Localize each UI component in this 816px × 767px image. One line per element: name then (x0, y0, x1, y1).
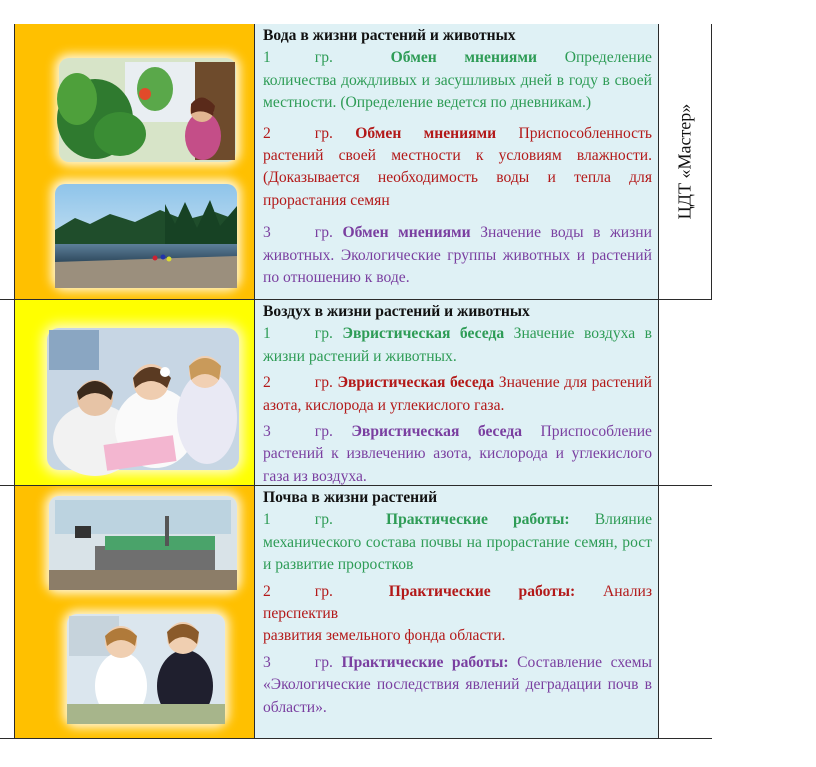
row2-item2 (263, 372, 652, 417)
lesson-table (0, 24, 712, 739)
group-label: гр. (314, 124, 333, 142)
row1-photos (15, 24, 254, 299)
row2-photos (15, 300, 254, 485)
row2-text-cell (255, 300, 658, 485)
item-text: Значение воды в жизни животных. Экологические группы животных и растений по отношению к воде. (263, 224, 652, 287)
item-text: Значение для растений азота, кислорода и углекислого газа. (263, 374, 652, 414)
students-in-class-photo (63, 610, 229, 728)
row2-item1 (263, 323, 652, 368)
row1-item3 (263, 222, 652, 289)
column-divider (14, 24, 15, 739)
row1-image-cell (15, 24, 254, 299)
row1-text-cell (255, 24, 658, 299)
row-divider (0, 299, 712, 300)
group-number: 3 (263, 653, 271, 671)
item-text: Составление схемы «Экологические последствия явлений деградации почв в области». (263, 653, 652, 716)
method-label: Обмен мнениями (342, 224, 471, 242)
row3-item3 (263, 652, 652, 719)
item-text: Влияние механического состава почвы на прорастание семян, рост и развитие проростков (263, 511, 653, 574)
method-label: Эвристическая беседа (337, 374, 495, 392)
method-label: Эвристическая беседа (351, 423, 523, 441)
method-label: Обмен мнениями (390, 49, 537, 67)
method-label: Практические работы: (341, 653, 509, 671)
row1-title: Вода в жизни растений и животных (263, 27, 516, 44)
group-number: 2 (263, 124, 271, 142)
row3-item1 (263, 509, 652, 576)
row3-image-cell (15, 486, 254, 739)
children-studying-photo (43, 324, 243, 476)
group-label: гр. (314, 325, 333, 343)
group-label: гр. (314, 224, 333, 242)
row3-photos (15, 486, 254, 739)
side-label-cell (659, 24, 711, 299)
method-label: Практические работы: (385, 511, 570, 529)
group-label: гр. (314, 374, 333, 392)
method-label: Эвристическая беседа (342, 325, 505, 343)
row2-image-cell (15, 300, 254, 485)
group-number: 1 (263, 511, 271, 529)
row3-text-cell (255, 486, 658, 739)
group-number: 2 (263, 374, 271, 392)
group-label: гр. (314, 423, 333, 441)
row-divider (0, 485, 712, 486)
row3-item2 (263, 581, 652, 626)
method-label: Практические работы: (388, 582, 576, 600)
method-label: Обмен мнениями (355, 124, 497, 142)
group-number: 2 (263, 582, 271, 600)
group-label: гр. (314, 582, 333, 600)
item-text: Определение количества дождливых и засушливых дней в году в своей местности. (Определение ведется по дневникам.) (263, 49, 652, 112)
classroom-lab-photo (45, 492, 241, 594)
side-label: ЦДТ «Мастер» (674, 103, 695, 220)
teacher-with-houseplants-photo (55, 54, 240, 166)
table-bottom-border (0, 738, 712, 739)
group-number: 3 (263, 423, 271, 441)
column-divider (711, 24, 712, 299)
column-divider (658, 24, 659, 739)
row1-item2 (263, 123, 652, 213)
river-landscape-photo (51, 179, 241, 291)
group-label: гр. (314, 49, 333, 67)
row2-item3 (263, 421, 652, 488)
group-label: гр. (314, 511, 333, 529)
group-number: 1 (263, 49, 271, 67)
row3-title: Почва в жизни растений (263, 489, 438, 506)
item-text: Значение воздуха в жизни растений и животных. (263, 325, 652, 365)
item-text: Приспособление растений к извлечению азота, кислорода и углекислого газа из воздуха. (263, 423, 652, 485)
item-text: Приспособленность растений своей местности к условиям влажности. (Доказывается необходимость воды и тепла для прорастания семян (263, 124, 652, 209)
group-number: 3 (263, 224, 271, 242)
row3-item2-continuation: развития земельного фонда области. (263, 627, 506, 645)
row1-item1 (263, 47, 652, 114)
column-divider (254, 24, 255, 739)
group-label: гр. (314, 653, 333, 671)
item-text: Анализ перспектив (263, 582, 652, 623)
group-number: 1 (263, 325, 271, 343)
row2-title: Воздух в жизни растений и животных (263, 303, 530, 320)
